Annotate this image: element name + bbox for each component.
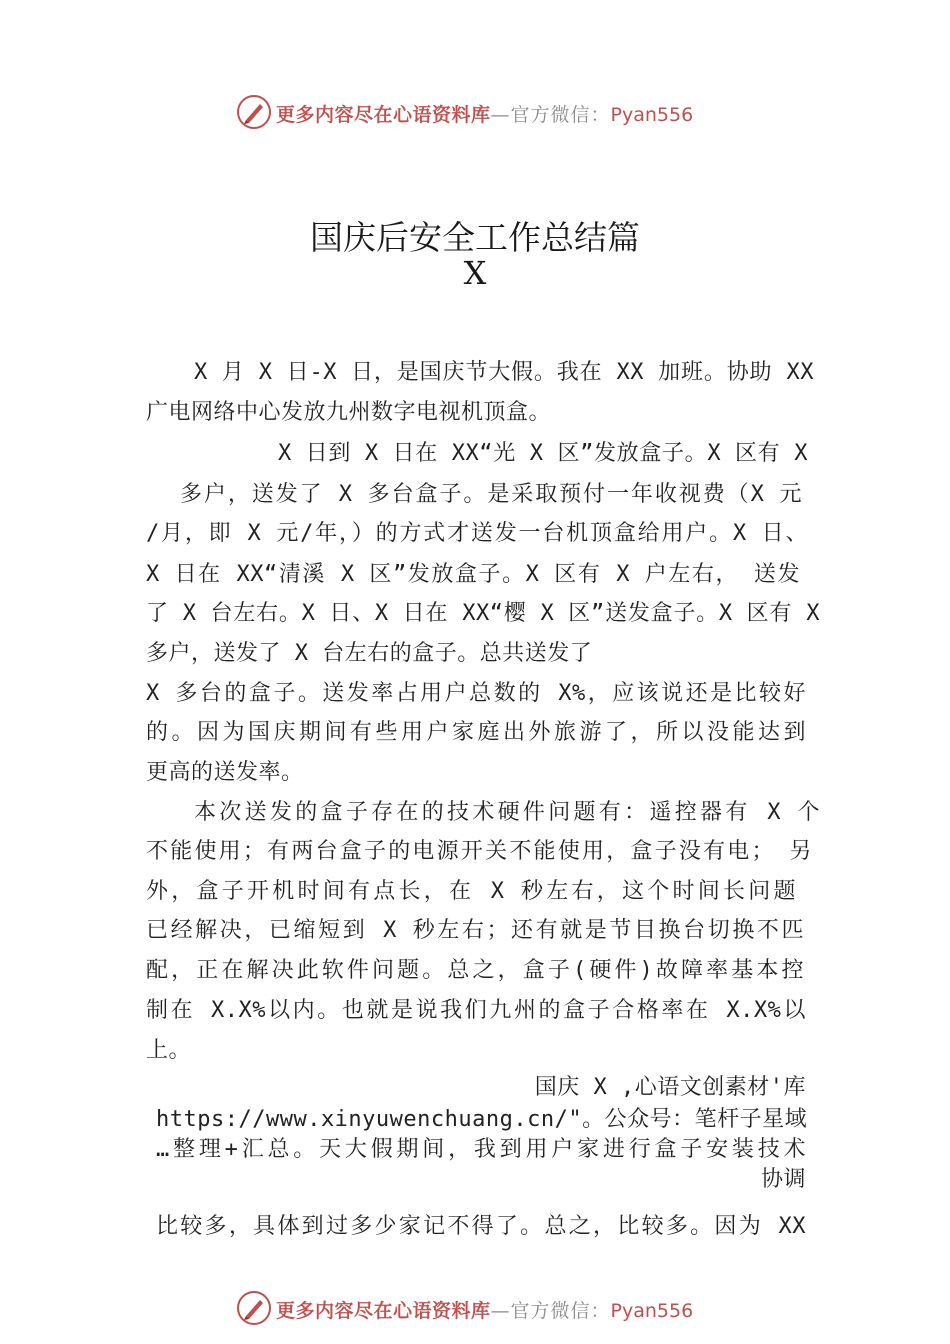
body-line: 更高的送发率。 bbox=[146, 760, 304, 785]
banner-wechat-id: Pyan556 bbox=[610, 104, 694, 126]
page-title-suffix: X bbox=[463, 254, 487, 292]
pen-logo-icon bbox=[236, 1290, 272, 1326]
header-banner bbox=[0, 94, 950, 134]
body-line: 国庆 X ,心语文创素材'库 bbox=[534, 1075, 806, 1100]
body-line: X 多台的盒子。送发率占用户总数的 X%，应该说还是比较好 bbox=[146, 681, 806, 706]
banner-dash-text: —官方微信： bbox=[490, 104, 611, 126]
body-line: 上。 bbox=[146, 1038, 192, 1063]
body-line: …整理+汇总。天大假期间，我到用户家进行盒子安装技术 bbox=[156, 1137, 806, 1162]
body-line: 多户，送发了 X 多台盒子。是采取预付一年收视费（X 元 bbox=[180, 482, 802, 507]
body-line: X 月 X 日-X 日，是国庆节大假。我在 XX 加班。协助 XX bbox=[194, 360, 814, 385]
body-line: X 日在 XX“清溪 X 区”发放盒子。X 区有 X 户左右， 送发 bbox=[146, 562, 800, 587]
banner-main-text: 更多内容尽在心语资料库 bbox=[276, 1300, 491, 1322]
pen-logo-icon bbox=[236, 94, 272, 130]
body-line: 本次送发的盒子存在的技术硬件问题有：遥控器有 X 个 bbox=[194, 800, 820, 825]
banner-dash-text: —官方微信： bbox=[490, 1300, 611, 1322]
body-line: 协调 bbox=[760, 1167, 806, 1192]
body-line: /月，即 X 元/年，）的方式才送发一台机顶盒给用户。X 日、 bbox=[146, 521, 808, 546]
body-line: 制在 X.X%以内。也就是说我们九州的盒子合格率在 X.X%以 bbox=[146, 998, 806, 1023]
body-line: 多户，送发了 X 台左右的盒子。总共送发了 bbox=[146, 641, 593, 666]
body-line: 不能使用；有两台盒子的电源开关不能使用，盒子没有电； 另 bbox=[146, 839, 812, 864]
banner-wechat-id: Pyan556 bbox=[610, 1300, 694, 1322]
footer-banner bbox=[0, 1290, 950, 1330]
banner-main-text: 更多内容尽在心语资料库 bbox=[276, 104, 491, 126]
page-title: 国庆后安全工作总结篇 bbox=[310, 218, 640, 257]
body-line: 已经解决，已缩短到 X 秒左右；还有就是节目换台切换不匹 bbox=[146, 918, 804, 943]
body-line: 广电网络中心发放九州数字电视机顶盒。 bbox=[146, 400, 552, 425]
body-line: 比较多，具体到过多少家记不得了。总之，比较多。因为 XX bbox=[156, 1214, 806, 1239]
body-line: 外，盒子开机时间有点长，在 X 秒左右，这个时间长问题 bbox=[146, 879, 796, 904]
body-line: X 日到 X 日在 XX“光 X 区”发放盒子。X 区有 X bbox=[278, 441, 808, 466]
body-line: 的。因为国庆期间有些用户家庭出外旅游了，所以没能达到 bbox=[146, 720, 806, 745]
body-line: https://www.xinyuwenchuang.cn/"。公众号：笔杆子星域 bbox=[156, 1107, 808, 1132]
body-line: 了 X 台左右。X 日、X 日在 XX“樱 X 区”送发盒子。X 区有 X bbox=[146, 601, 820, 626]
body-line: 配，正在解决此软件问题。总之，盒子(硬件)故障率基本控 bbox=[146, 958, 804, 983]
